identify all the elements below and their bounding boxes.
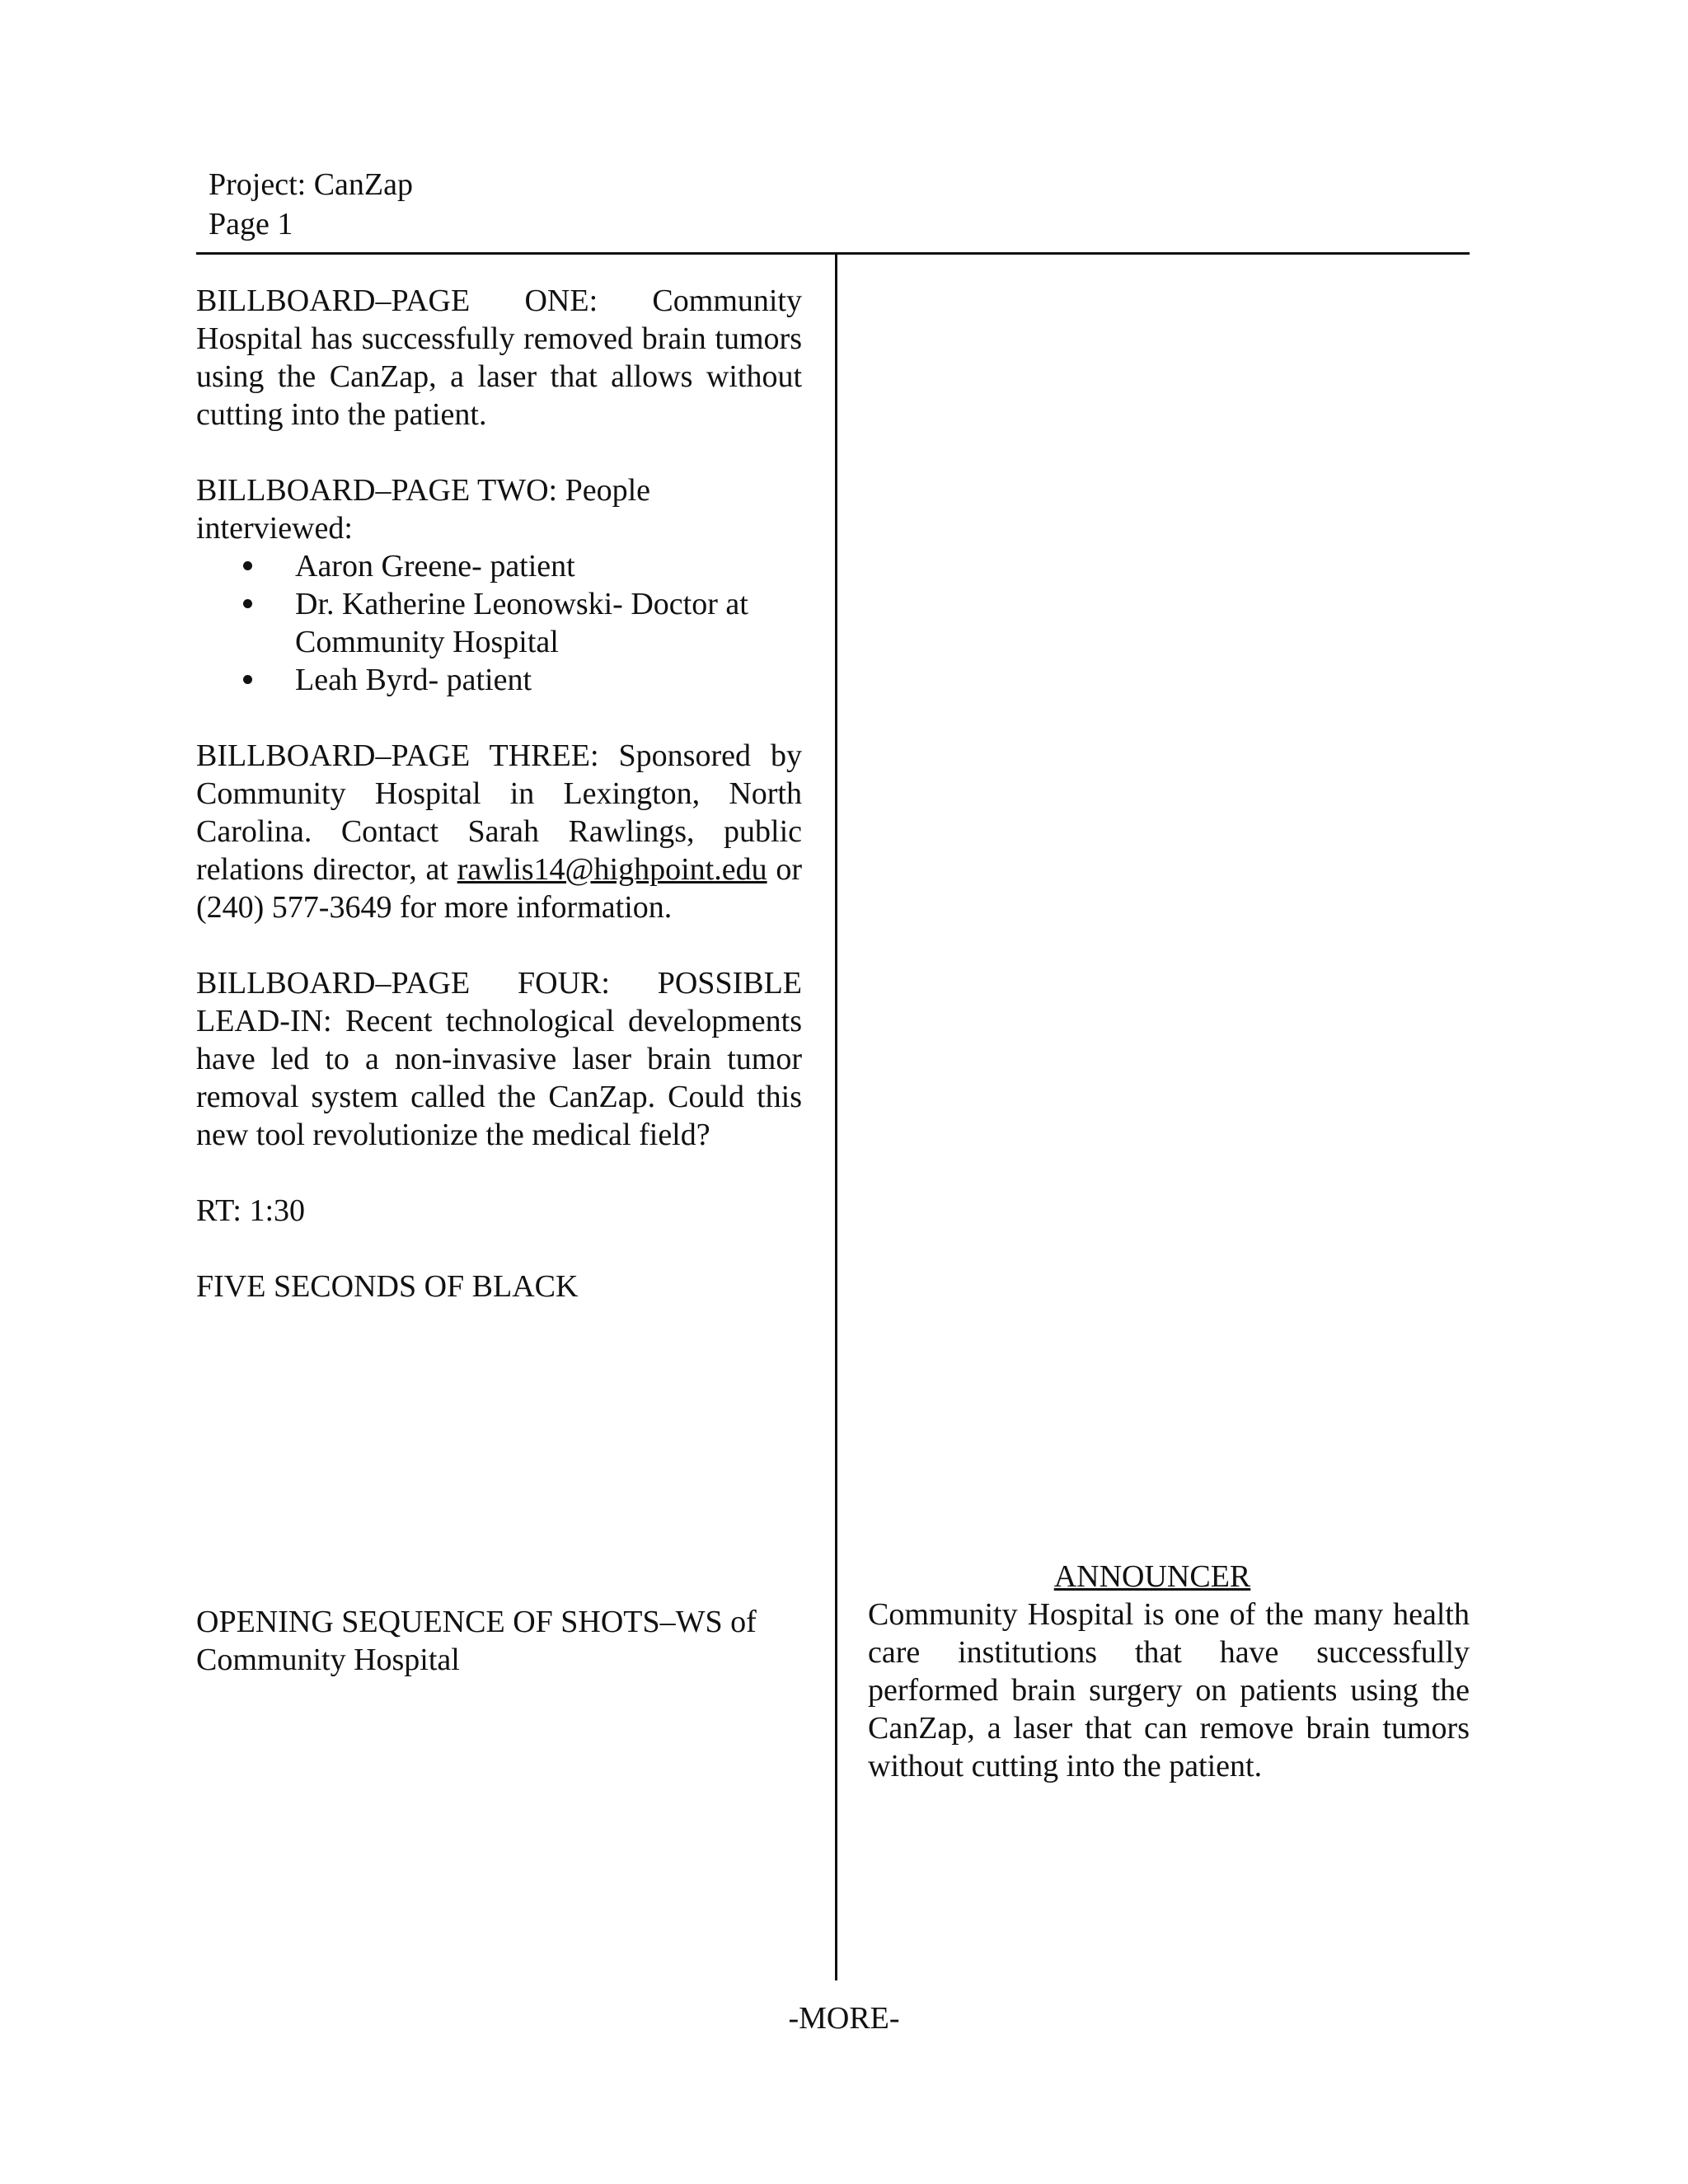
contact-email-link[interactable]: rawlis14@highpoint.edu [457,852,767,887]
billboard-page-three: BILLBOARD–PAGE THREE: Sponsored by Community Hospital in Lexington, North Carolina. Contact Sarah Rawlings, public relations director, at rawlis14@highpoint.edu or (240) 577-3649 for more information. [196,738,803,925]
opening-sequence: OPENING SEQUENCE OF SHOTS–WS of Community Hospital [196,1605,757,1677]
bullet-icon [243,675,252,684]
column-divider [835,252,837,1980]
audio-column [868,1558,1470,1785]
list-item: Dr. Katherine Leonowski- Doctor at Community Hospital [196,585,802,661]
interviewee-list [196,547,802,699]
billboard-page-two-intro: BILLBOARD–PAGE TWO: People interviewed: [196,473,650,546]
page-number: Page 1 [209,207,293,241]
speaker-label: ANNOUNCER [1053,1559,1251,1594]
runtime: RT: 1:30 [196,1193,305,1228]
more-footer: -MORE- [788,2001,900,2036]
bullet-icon [243,599,252,608]
bullet-icon [243,561,252,570]
announcer-narration: Community Hospital is one of the many health care institutions that have successfully performed brain surgery on patients using the CanZap, a laser that can remove brain tumors without cutting into the patient. [868,1597,1470,1783]
billboard-page-two [196,471,802,699]
list-item: Aaron Greene- patient [196,547,802,585]
project-title: Project: CanZap [209,167,413,202]
billboard-page-four: BILLBOARD–PAGE FOUR: POSSIBLE LEAD-IN: Recent technological developments have led to a non-invasive laser brain tumor removal system called the CanZap. Could this new tool revolutionize the medical field? [196,966,802,1152]
billboard-page-one: BILLBOARD–PAGE ONE: Community Hospital has successfully removed brain tumors using the CanZap, a laser that allows without cutting into the patient. [196,284,802,432]
video-column [196,282,802,1305]
five-seconds-of-black: FIVE SECONDS OF BLACK [196,1269,579,1304]
header-divider [196,252,1470,255]
list-item: Leah Byrd- patient [196,661,802,699]
page-header [209,165,413,244]
